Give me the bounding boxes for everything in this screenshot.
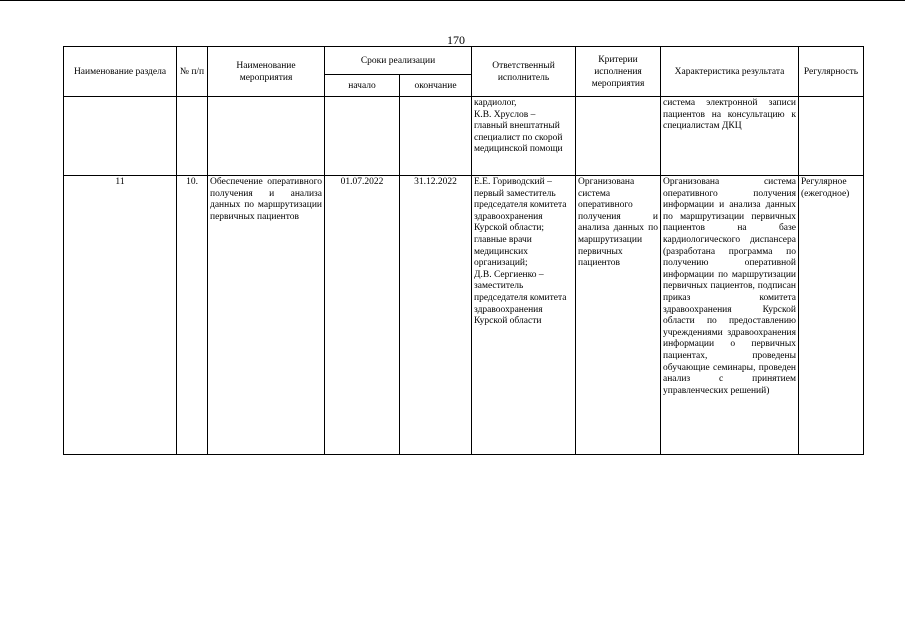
header-start: начало <box>325 75 400 97</box>
cell-result: Организована система оперативного получения информации и анализа данных по маршрутизации первичных пациентов на базе кардиологического диспансера (разработана программа по получению оперативной информации по маршрутизации первичных пациентов, подписан приказ комитета здравоохранения Курской области по предоставлению учреждениями здравоохранения информации о первичных пациентах, проведены обучающие семинары, проведен анализ с принятием управленческих решений) <box>661 176 799 455</box>
header-regularity: Регулярность <box>799 47 864 97</box>
cell-section: 11 <box>64 176 177 455</box>
table-header-row <box>64 47 864 75</box>
table-row <box>64 176 864 455</box>
header-result: Характеристика результата <box>661 47 799 97</box>
events-table <box>63 46 864 455</box>
cell-section <box>64 97 177 176</box>
cell-number <box>177 97 208 176</box>
cell-event: Обеспечение оперативного получения и анализа данных по маршрутизации первичных пациентов <box>208 176 325 455</box>
header-end: окончание <box>400 75 472 97</box>
page-top-border <box>0 0 905 1</box>
cell-regularity <box>799 97 864 176</box>
cell-responsible: кардиолог, К.В. Хруслов – главный внештатный специалист по скорой медицинской помощи <box>472 97 576 176</box>
cell-end <box>400 97 472 176</box>
cell-end: 31.12.2022 <box>400 176 472 455</box>
cell-regularity: Регулярное (ежегодное) <box>799 176 864 455</box>
cell-criteria <box>576 97 661 176</box>
header-section: Наименование раздела <box>64 47 177 97</box>
header-criteria: Критерии исполнения мероприятия <box>576 47 661 97</box>
cell-responsible: Е.Е. Гориводский – первый заместитель председателя комитета здравоохранения Курской области; главные врачи медицинских организаций; Д.В. Сергиенко – заместитель председателя комитета здравоохранения Курской области <box>472 176 576 455</box>
cell-number: 10. <box>177 176 208 455</box>
cell-criteria: Организована система оперативного получения и анализа данных по маршрутизации первичных пациентов <box>576 176 661 455</box>
header-responsible: Ответственный исполнитель <box>472 47 576 97</box>
header-number: № п/п <box>177 47 208 97</box>
cell-result: система электронной записи пациентов на консультацию к специалистам ДКЦ <box>661 97 799 176</box>
header-period: Сроки реализации <box>325 47 472 75</box>
cell-start: 01.07.2022 <box>325 176 400 455</box>
table-row <box>64 97 864 176</box>
page-number: 170 <box>447 33 465 47</box>
cell-start <box>325 97 400 176</box>
header-event: Наименование мероприятия <box>208 47 325 97</box>
cell-event <box>208 97 325 176</box>
